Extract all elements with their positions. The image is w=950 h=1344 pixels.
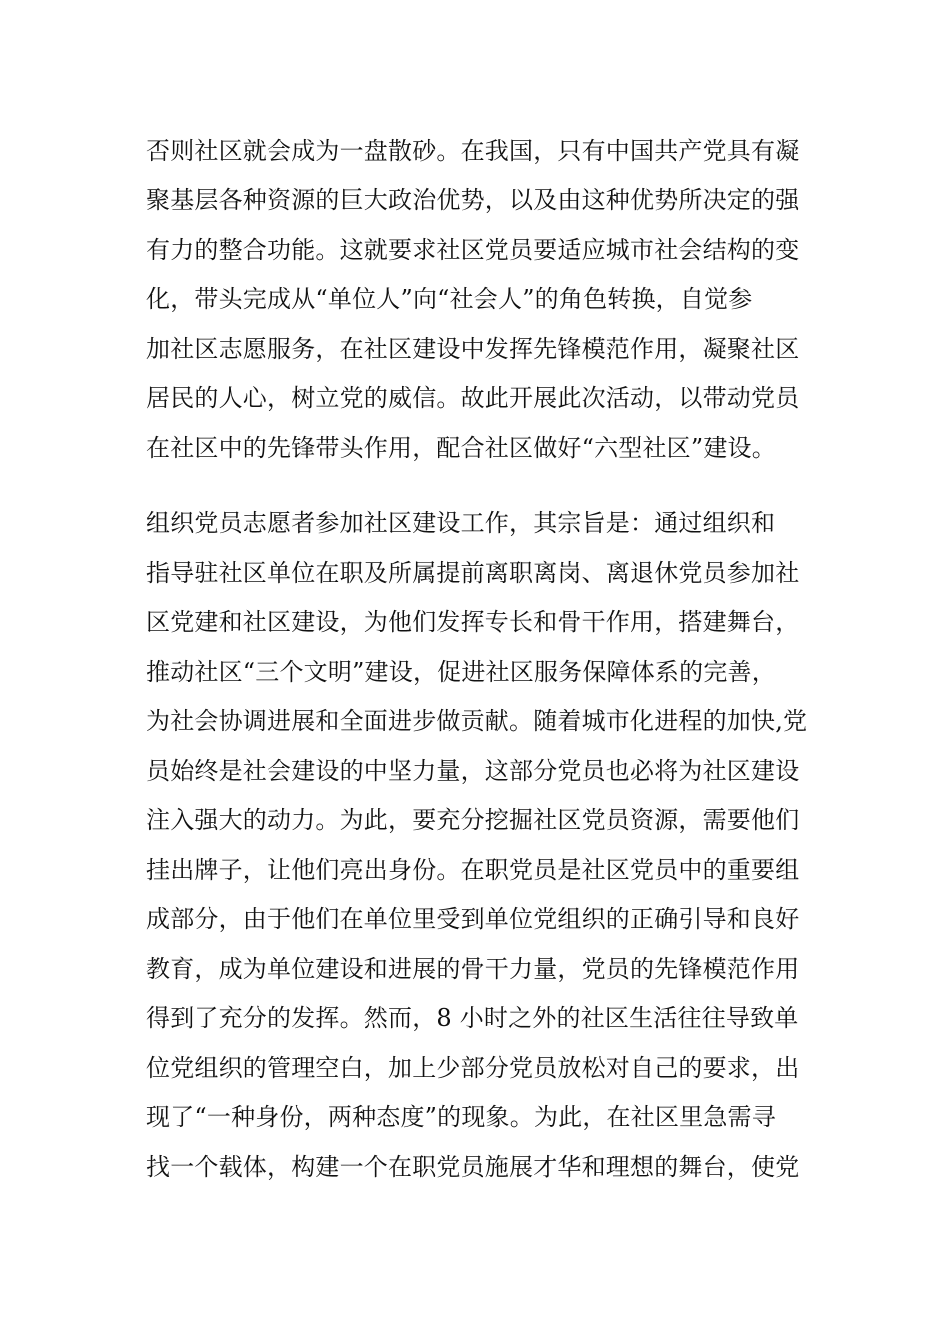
text-line: 有力的整合功能。这就要求社区党员要适应城市社会结构的变 xyxy=(146,236,800,264)
text-line: 化，带头完成从“单位人”向“社会人”的角色转换，自觉参 xyxy=(146,285,753,313)
text-line: 聚基层各种资源的巨大政治优势，以及由这种优势所决定的强 xyxy=(146,186,800,214)
text-line: 现了“一种身份，两种态度”的现象。为此，在社区里急需寻 xyxy=(146,1103,776,1131)
text-line: 找一个载体，构建一个在职党员施展才华和理想的舞台，使党 xyxy=(146,1153,800,1181)
text-line: 位党组织的管理空白，加上少部分党员放松对自己的要求，出 xyxy=(146,1054,800,1082)
text-line: 为社会协调进展和全面进步做贡献。随着城市化进程的加快,党 xyxy=(146,707,808,735)
text-line: 加社区志愿服务，在社区建设中发挥先锋模范作用，凝聚社区 xyxy=(146,335,800,363)
text-line: 注入强大的动力。为此，要充分挖掘社区党员资源，需要他们 xyxy=(146,806,800,834)
text-line: 成部分，由于他们在单位里受到单位党组织的正确引导和良好 xyxy=(146,905,800,933)
text-line: 在社区中的先锋带头作用，配合社区做好“六型社区”建设。 xyxy=(146,434,776,462)
text-line: 推动社区“三个文明”建设，促进社区服务保障体系的完善， xyxy=(146,658,776,686)
text-line: 员始终是社会建设的中坚力量，这部分党员也必将为社区建设 xyxy=(146,757,800,785)
text-line: 挂出牌子，让他们亮出身份。在职党员是社区党员中的重要组 xyxy=(146,856,800,884)
text-line: 居民的人心，树立党的威信。故此开展此次活动，以带动党员 xyxy=(146,384,800,412)
text-line: 指导驻社区单位在职及所属提前离职离岗、离退休党员参加社 xyxy=(146,559,800,587)
text-line: 教育，成为单位建设和进展的骨干力量，党员的先锋模范作用 xyxy=(146,955,800,983)
text-line: 否则社区就会成为一盘散砂。在我国，只有中国共产党具有凝 xyxy=(146,137,800,165)
text-line: 组织党员志愿者参加社区建设工作，其宗旨是：通过组织和 xyxy=(146,509,776,537)
text-line: 区党建和社区建设，为他们发挥专长和骨干作用，搭建舞台， xyxy=(146,608,800,636)
text-line: 得到了充分的发挥。然而，8 小时之外的社区生活往往导致单 xyxy=(146,1004,799,1032)
